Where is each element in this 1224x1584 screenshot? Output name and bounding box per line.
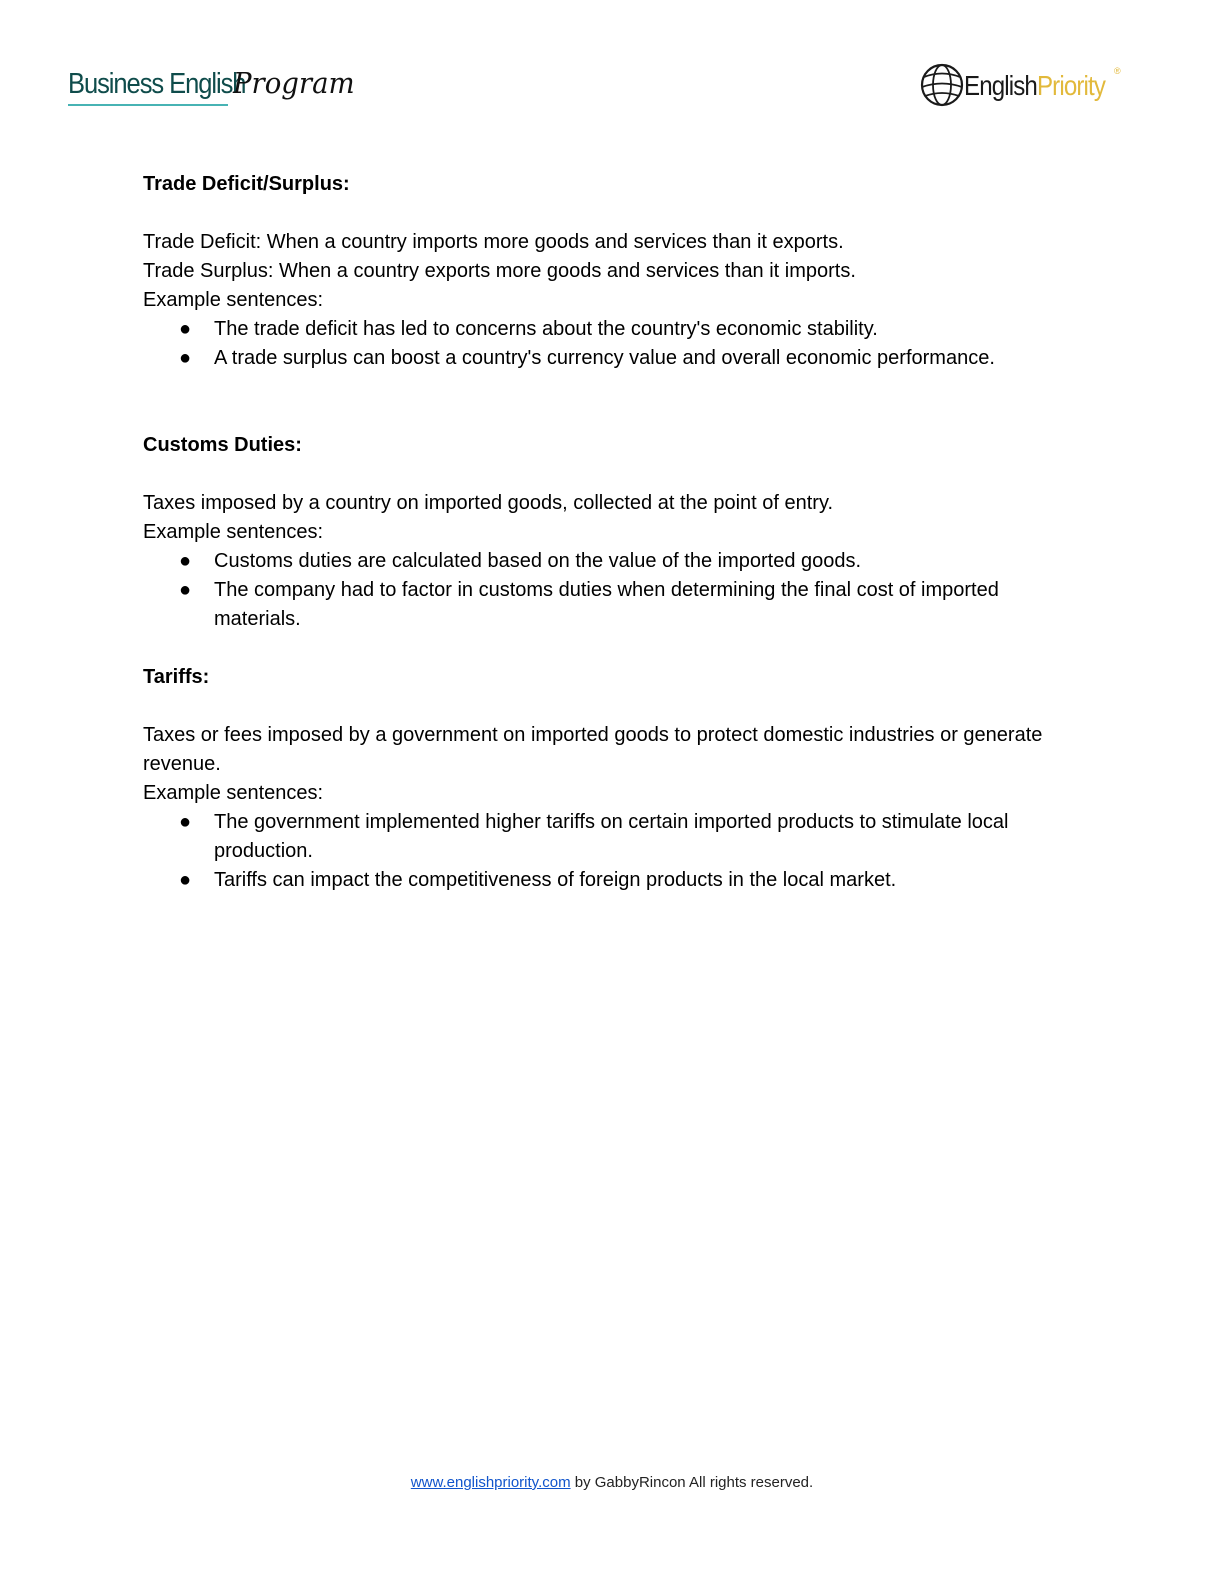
examples-label: Example sentences: xyxy=(143,782,324,804)
definition-line: Taxes imposed by a country on imported goods, collected at the point of entry. xyxy=(143,492,834,514)
example-list xyxy=(143,808,1083,895)
bullet-icon: ● xyxy=(179,347,192,369)
bullet-icon: ● xyxy=(179,869,192,891)
section-trade-deficit-surplus xyxy=(143,170,1083,373)
examples-label: Example sentences: xyxy=(143,521,324,543)
definition-line: Trade Surplus: When a country exports more goods and services than it imports. xyxy=(143,260,856,282)
section-customs-duties xyxy=(143,431,1083,634)
english-priority-logo xyxy=(918,60,1158,112)
business-english-program-logo xyxy=(68,64,355,114)
examples-label: Example sentences: xyxy=(143,289,324,311)
copyright-text: by GabbyRincon All rights reserved. xyxy=(570,1474,814,1491)
logo-program-text: Program xyxy=(233,66,355,100)
list-item: ● Tariffs can impact the competitiveness of foreign products in the local market. xyxy=(143,866,1074,895)
section-title: Trade Deficit/Surplus: xyxy=(143,173,350,195)
definition-line: Taxes or fees imposed by a government on imported goods to protect domestic industries or generate revenue. xyxy=(143,724,1043,775)
logo-english-priority-text: EnglishPriority xyxy=(964,70,1106,101)
bullet-icon: ● xyxy=(179,550,192,572)
bullet-icon: ● xyxy=(179,318,192,340)
list-item: ● The government implemented higher tariffs on certain imported products to stimulate local production. xyxy=(143,808,1074,866)
logo-underline xyxy=(68,104,228,106)
list-item: ● The trade deficit has led to concerns about the country's economic stability. xyxy=(143,315,1074,344)
website-link[interactable]: www.englishpriority.com xyxy=(410,1474,571,1491)
bullet-icon: ● xyxy=(179,811,192,833)
document-body xyxy=(143,170,1083,895)
section-tariffs xyxy=(143,663,1083,895)
list-item: ● Customs duties are calculated based on the value of the imported goods. xyxy=(143,547,1074,576)
bullet-icon: ● xyxy=(179,579,192,601)
example-list xyxy=(143,315,1083,373)
globe-icon xyxy=(918,60,966,110)
list-item: ● A trade surplus can boost a country's currency value and overall economic performance. xyxy=(143,344,1074,373)
list-item: ● The company had to factor in customs duties when determining the final cost of imported materials. xyxy=(143,576,1074,634)
section-title: Tariffs: xyxy=(143,666,210,688)
section-title: Customs Duties: xyxy=(143,434,302,456)
example-list xyxy=(143,547,1083,634)
logo-business-english-text: Business English xyxy=(68,68,246,100)
registered-mark: ® xyxy=(1114,66,1121,76)
definition-line: Trade Deficit: When a country imports more goods and services than it exports. xyxy=(143,231,844,253)
page-footer xyxy=(0,1474,1224,1491)
